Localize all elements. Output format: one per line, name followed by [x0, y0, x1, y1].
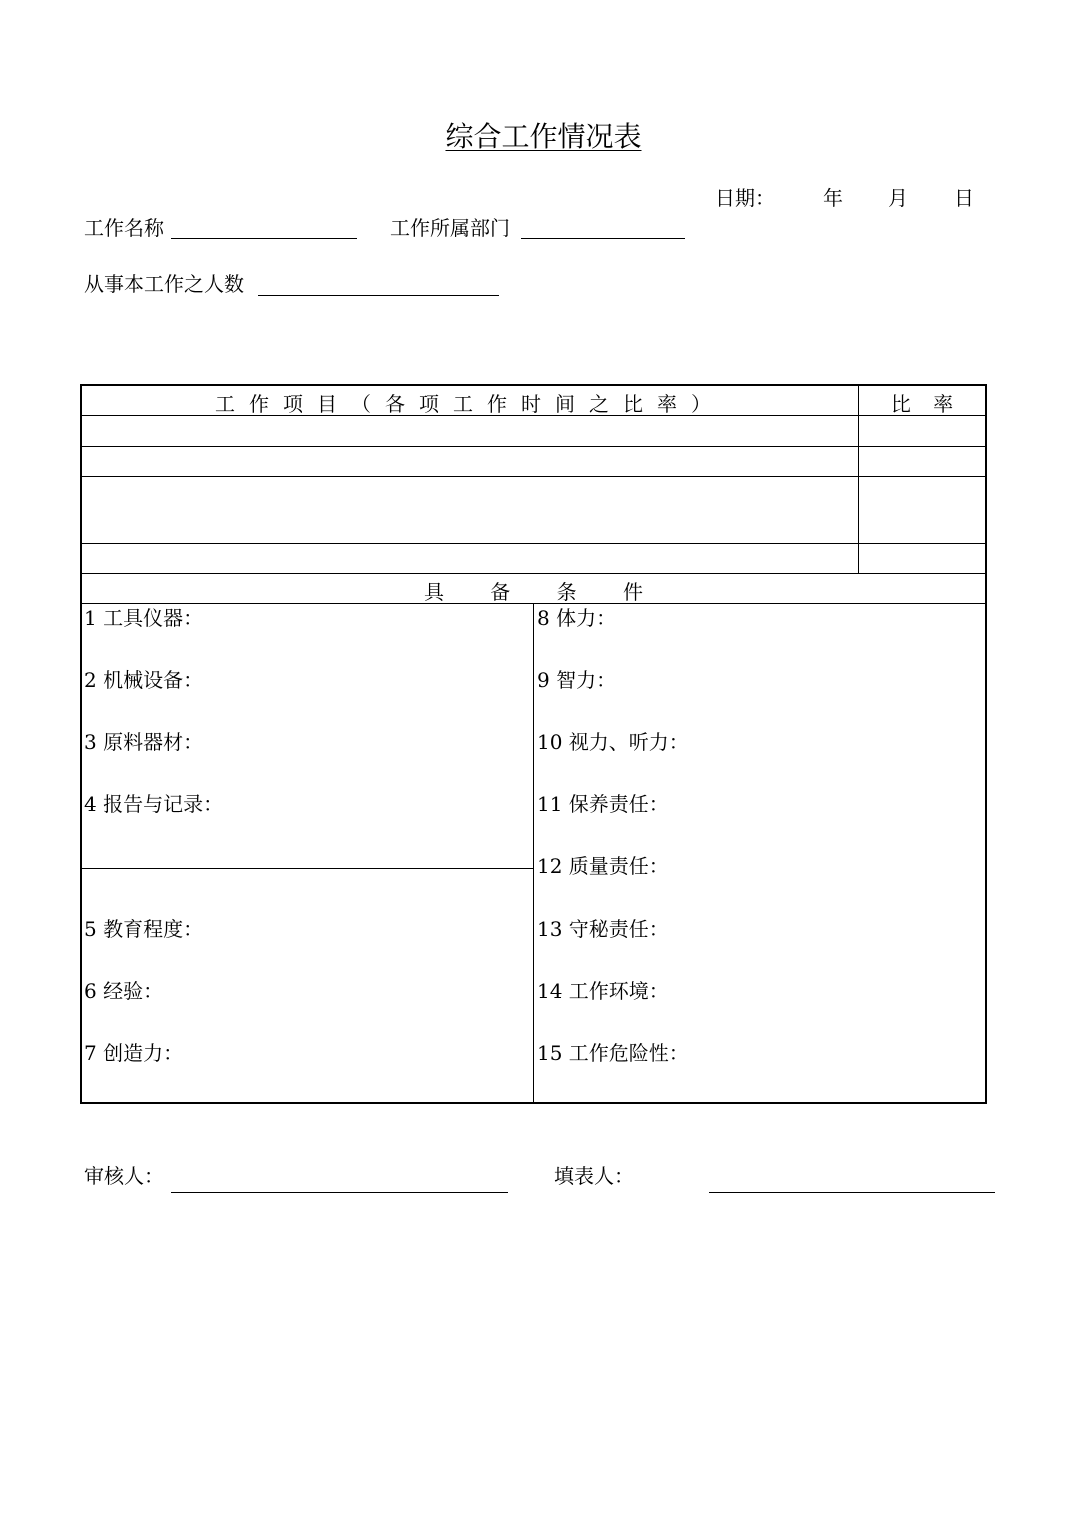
- condition-item: 4 报告与记录：: [84, 792, 224, 816]
- department-label: 工作所属部门: [390, 216, 510, 240]
- condition-item: 14 工作环境：: [537, 979, 669, 1003]
- condition-item: 10 视力、听力：: [537, 730, 689, 754]
- date-label: 日期：: [715, 186, 775, 210]
- page-title: [0, 120, 1087, 154]
- page-title-text: 综合工作情况表: [445, 120, 642, 153]
- work-table: [80, 384, 987, 1104]
- condition-item: 5 教育程度：: [84, 917, 204, 941]
- condition-item: 13 守秘责任：: [537, 917, 669, 941]
- condition-item: 8 体力：: [537, 606, 617, 630]
- headcount-label: 从事本工作之人数: [84, 272, 244, 296]
- row-divider: [82, 573, 985, 574]
- date-month: 月: [888, 186, 908, 210]
- job-name-label: 工作名称: [84, 216, 164, 240]
- condition-item: 3 原料器材：: [84, 730, 204, 754]
- department-field[interactable]: [521, 238, 685, 239]
- job-name-field[interactable]: [171, 238, 357, 239]
- section-divider: [82, 868, 533, 869]
- reviewer-field[interactable]: [171, 1192, 508, 1193]
- row-divider: [82, 543, 985, 544]
- reviewer-label: 审核人：: [84, 1164, 164, 1188]
- condition-item: 12 质量责任：: [537, 854, 669, 878]
- condition-item: 2 机械设备：: [84, 668, 204, 692]
- condition-item: 9 智力：: [537, 668, 617, 692]
- headcount-field[interactable]: [258, 295, 499, 296]
- row-divider: [82, 446, 985, 447]
- condition-item: 1 工具仪器：: [84, 606, 204, 630]
- date-day: 日: [954, 186, 974, 210]
- items-header: 工作项目（各项工作时间之比率）: [215, 392, 725, 416]
- condition-item: 15 工作危险性：: [537, 1041, 689, 1065]
- row-divider: [82, 476, 985, 477]
- condition-item: 7 创造力：: [84, 1041, 184, 1065]
- filler-field[interactable]: [709, 1192, 995, 1193]
- filler-label: 填表人：: [554, 1164, 634, 1188]
- condition-item: 11 保养责任：: [537, 792, 669, 816]
- date-year: 年: [823, 186, 843, 210]
- condition-item: 6 经验：: [84, 979, 164, 1003]
- ratio-header: 比 率: [890, 392, 954, 416]
- column-divider: [533, 603, 534, 1102]
- conditions-header: 具 备 条 件: [423, 580, 644, 604]
